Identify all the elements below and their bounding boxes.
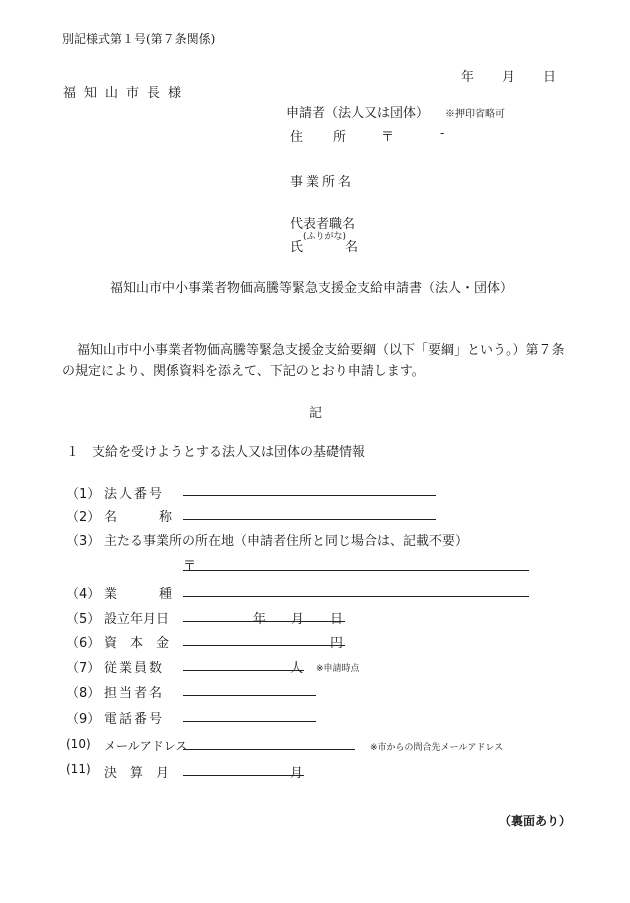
rep-title-label: 代表者職名	[290, 217, 356, 232]
field-6-input-line[interactable]	[183, 645, 345, 646]
field-11-label: 決算月	[104, 766, 183, 781]
date-month: 月	[502, 70, 516, 85]
field-2-input-line[interactable]	[183, 519, 436, 520]
field-5-month: 月	[291, 612, 305, 627]
postal-mark: 〒	[381, 130, 395, 145]
ki-heading: 記	[309, 406, 323, 421]
field-9-num: （9）	[66, 712, 101, 727]
intro-line-2: の規定により、関係資料を添えて、下記のとおり申請します。	[62, 364, 425, 379]
field-9-input-line[interactable]	[183, 721, 316, 722]
field-4-label: 業種	[104, 587, 215, 602]
furigana-label: (ふりがな)	[303, 232, 347, 242]
seal-note: ※押印省略可	[445, 109, 505, 120]
field-5-num: （5）	[66, 612, 101, 627]
field-5-year: 年	[253, 612, 267, 627]
reverse-side-note: （裏面あり）	[499, 814, 572, 828]
field-11-num: (11)	[66, 762, 91, 776]
field-8-input-line[interactable]	[183, 695, 316, 696]
field-11-unit: 月	[290, 766, 304, 781]
field-10-num: (10)	[66, 737, 91, 751]
field-6-num: （6）	[66, 636, 101, 651]
document-title: 福知山市中小事業者物価高騰等緊急支援金支給申請書（法人・団体）	[110, 281, 514, 296]
field-1-input-line[interactable]	[183, 495, 436, 496]
applicant-label: 申請者（法人又は団体）	[286, 106, 430, 121]
field-6-unit: 円	[330, 636, 344, 651]
field-5-label: 設立年月日	[104, 612, 170, 627]
field-3-label: 主たる事業所の所在地（申請者住所と同じ場合は、記載不要）	[104, 534, 469, 549]
date-year: 年	[461, 70, 475, 85]
field-6-label: 資本金	[104, 636, 183, 651]
business-name-label: 事業所名	[290, 175, 355, 190]
addressee: 福知山市長様	[63, 86, 190, 101]
field-8-num: （8）	[66, 686, 101, 701]
field-4-input-line[interactable]	[183, 596, 529, 597]
field-10-note: ※市からの問合先メールアドレス	[370, 743, 504, 753]
field-9-label: 電話番号	[104, 712, 165, 727]
field-5-input-line[interactable]	[183, 621, 345, 622]
field-7-label: 従業員数	[104, 661, 165, 676]
field-2-label: 名称	[104, 510, 215, 525]
field-2-num: （2）	[66, 510, 101, 525]
field-10-input-line[interactable]	[183, 749, 355, 750]
field-8-label: 担当者名	[104, 686, 165, 701]
field-7-num: （7）	[66, 661, 101, 676]
date-day: 日	[543, 70, 557, 85]
intro-line-1: 福知山市中小事業者物価高騰等緊急支援金支給要綱（以下「要綱」という。）第７条	[77, 343, 565, 358]
section-1-heading: １ 支給を受けようとする法人又は団体の基礎情報	[66, 445, 366, 460]
field-7-unit: 人	[290, 661, 304, 676]
form-label: 別記様式第１号(第７条関係)	[62, 32, 216, 46]
address-label: 住所	[290, 130, 377, 145]
postal-dash: -	[440, 126, 445, 140]
field-5-day: 日	[330, 612, 344, 627]
name-label: 氏名	[290, 240, 401, 255]
field-1-num: （1）	[66, 487, 101, 502]
field-11-input-line[interactable]	[183, 775, 304, 776]
field-7-input-line[interactable]	[183, 670, 304, 671]
field-4-num: （4）	[66, 587, 101, 602]
field-7-note: ※申請時点	[316, 664, 360, 674]
field-1-label: 法人番号	[104, 487, 165, 502]
field-10-label: メールアドレス	[104, 739, 188, 753]
field-3-num: （3）	[66, 534, 101, 549]
field-3-input-line[interactable]	[183, 570, 529, 571]
field-3-postal-mark: 〒	[183, 559, 197, 574]
